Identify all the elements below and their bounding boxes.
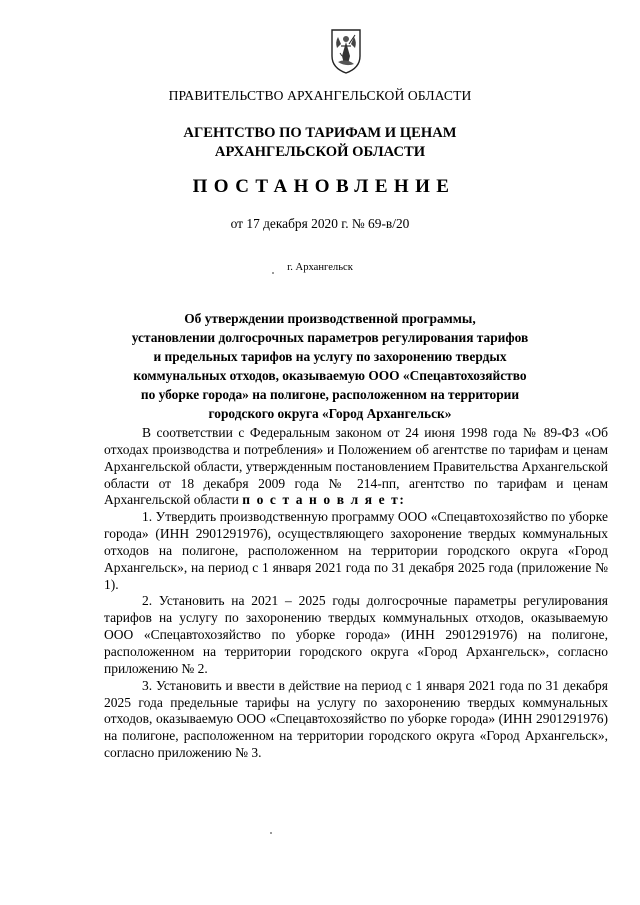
government-name: ПРАВИТЕЛЬСТВО АРХАНГЕЛЬСКОЙ ОБЛАСТИ [168, 88, 472, 103]
subject-line: коммунальных отходов, оказываемую ООО «Спецавтохозяйство [133, 368, 527, 383]
document-subject [100, 309, 560, 423]
item-paragraph: 2. Установить на 2021 – 2025 годы долгосрочные параметры регулирования тарифов на услугу по захоронению твердых коммунальных отходов, оказываемую ООО «Спецавтохозяйство по уборке города» (ИНН 2901291976) на полигоне, расположенном на территории городского округа «Город Архангельск», согласно приложению № 2. [104, 593, 608, 676]
document-date-number: от 17 декабря 2020 г. № 69-в/20 [230, 216, 410, 231]
subject-line: установлении долгосрочных параметров регулирования тарифов [131, 330, 529, 345]
item-paragraph: 1. Утвердить производственную программу ООО «Спецавтохозяйство по уборке города» (ИНН 2901291976), осуществляющего захоронение твердых коммунальных отходов на полигоне, расположенном на территории городского округа «Город Архангельск», на период с 1 января 2021 года по 31 декабря 2025 года (приложение № 1). [104, 509, 608, 592]
document-body [104, 425, 608, 762]
intro-paragraph [104, 425, 608, 509]
intro-text: В соответствии с Федеральным законом от 24 июня 1998 года № 89-ФЗ «Об отходах производства и потребления» и Положением об агентстве по тарифам и ценам Архангельской области, утвержденным постановлением Правительства Архангельской области от 18 декабря 2009 года № 214-пп, агентство по тарифам и ценам Архангельской области [104, 425, 608, 508]
subject-line: и предельных тарифов на услугу по захоронению твердых [153, 349, 507, 364]
resolves-word: п о с т а н о в л я е т: [242, 492, 406, 508]
document-city: г. Архангельск [287, 262, 353, 273]
agency-name-line: АГЕНТСТВО ПО ТАРИФАМ И ЦЕНАМ [183, 125, 457, 141]
item-paragraph: 3. Установить и ввести в действие на период с 1 января 2021 года по 31 декабря 2025 года предельные тарифы на услугу по захоронению твердых коммунальных отходов, оказываемую ООО «Спецавтохозяйство по уборке города» (ИНН 2901291976) на полигоне, расположенном на территории городского округа «Город Архангельск», согласно приложению № 3. [104, 677, 608, 761]
agency-name [0, 124, 640, 162]
subject-line: Об утверждении производственной программы, [184, 311, 476, 326]
scan-speck [272, 272, 274, 274]
subject-line: городского округа «Город Архангельск» [208, 406, 452, 421]
document-type: ПОСТАНОВЛЕНИЕ [192, 176, 456, 197]
coat-of-arms-icon [329, 26, 363, 74]
agency-name-line: АРХАНГЕЛЬСКОЙ ОБЛАСТИ [214, 144, 426, 160]
scan-speck [270, 832, 272, 834]
subject-line: по уборке города» на полигоне, расположенном на территории [140, 387, 520, 402]
